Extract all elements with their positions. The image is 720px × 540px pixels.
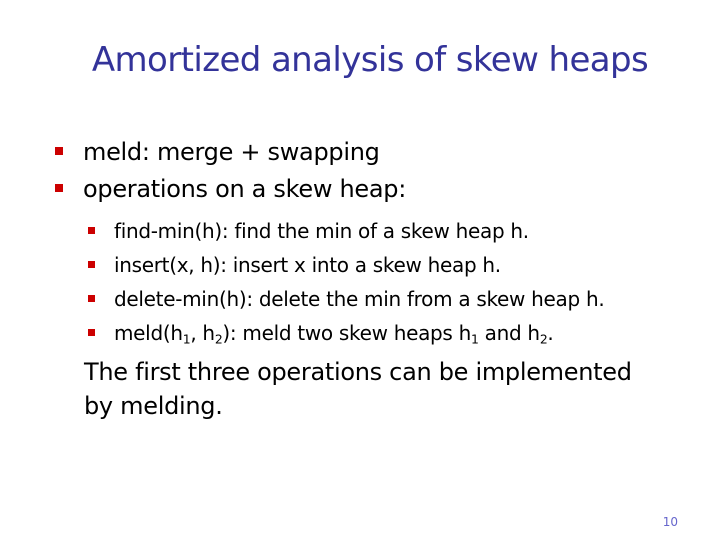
bullet-text: operations on a skew heap: <box>83 175 406 203</box>
paragraph-line: by melding. <box>84 392 223 420</box>
sub-bullet-text: find-min(h): find the min of a skew heap h. <box>114 219 529 243</box>
page-number: 10 <box>662 515 678 529</box>
square-bullet-icon <box>55 147 63 155</box>
bullet-text: meld: merge + swapping <box>83 138 380 166</box>
square-bullet-icon <box>88 227 95 234</box>
bullet-item <box>55 138 380 166</box>
sub-bullet-text: insert(x, h): insert x into a skew heap h. <box>114 253 501 277</box>
sub-bullet-text: delete-min(h): delete the min from a skew heap h. <box>114 287 605 311</box>
square-bullet-icon <box>88 295 95 302</box>
sub-bullet-item <box>88 321 553 345</box>
paragraph-line: The first three operations can be implemented <box>84 358 632 386</box>
square-bullet-icon <box>88 329 95 336</box>
sub-bullet-item <box>88 253 501 277</box>
sub-bullet-text: $meld(h_1$, $h_2$): meld two skew heaps $h_1$ and $h_2$. <box>114 321 554 347</box>
square-bullet-icon <box>88 261 95 268</box>
sub-bullet-item <box>88 287 604 311</box>
slide-title: Amortized analysis of skew heaps <box>91 40 649 80</box>
sub-bullet-item <box>88 219 529 243</box>
square-bullet-icon <box>55 184 63 192</box>
bullet-item <box>55 175 406 203</box>
